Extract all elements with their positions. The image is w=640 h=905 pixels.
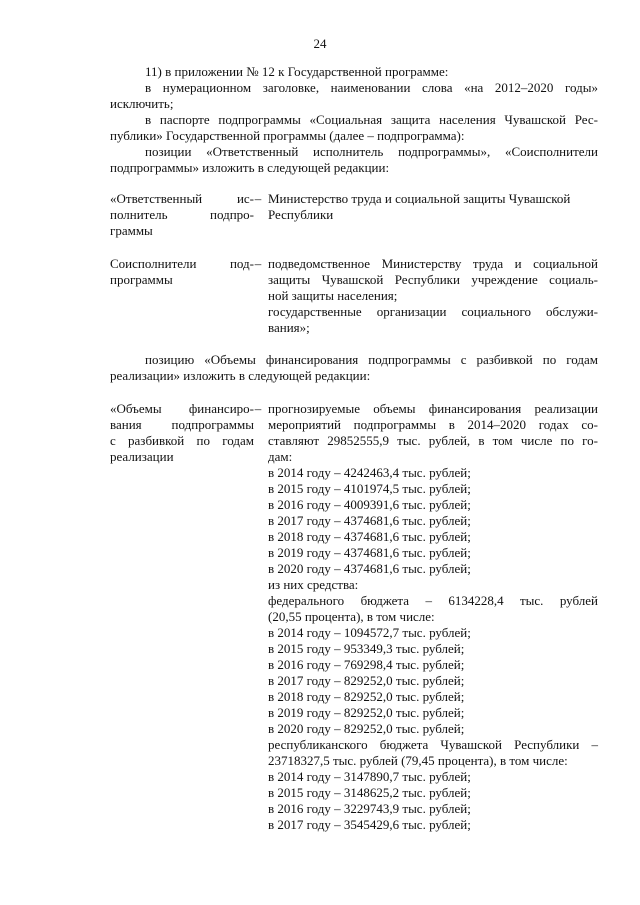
mid-line: реализации» изложить в следующей редакции: <box>110 368 371 383</box>
mid-line: позицию «Объемы финансирования подпрограммы с разбивкой по годам <box>145 352 598 367</box>
intro-line: в паспорте подпрограммы «Социальная защита населения Чувашской Рес- <box>145 112 598 127</box>
row3-value-line: в 2017 году – 829252,0 тыс. рублей; <box>268 673 465 688</box>
row3-value-line: в 2018 году – 829252,0 тыс. рублей; <box>268 689 465 704</box>
row3-value-line: в 2015 году – 4101974,5 тыс. рублей; <box>268 481 471 496</box>
intro-line: подпрограммы» изложить в следующей редакции: <box>110 160 390 175</box>
row3-value-line: дам: <box>268 449 293 464</box>
row3-value-line: в 2014 году – 3147890,7 тыс. рублей; <box>268 769 471 784</box>
row3-label-line: «Объемы финансиро- <box>110 401 254 416</box>
row2-value-line: вания»; <box>268 320 310 335</box>
row2-label-line: Соисполнители под- <box>110 256 254 271</box>
row3-label-line: с разбивкой по годам <box>110 433 254 448</box>
row3-value-line: мероприятий подпрограммы в 2014–2020 годах со- <box>268 417 598 432</box>
row3-value-line: в 2017 году – 4374681,6 тыс. рублей; <box>268 513 471 528</box>
row3-value-line: в 2015 году – 3148625,2 тыс. рублей; <box>268 785 471 800</box>
intro-line: позиции «Ответственный исполнитель подпрограммы», «Соисполнители <box>145 144 598 159</box>
row1-label-line: «Ответственный ис- <box>110 191 254 206</box>
row2-value-line: подведомственное Министерству труда и социальной <box>268 256 598 271</box>
row3-value-line: республиканского бюджета Чувашской Республики – <box>268 737 598 752</box>
row3-label <box>110 401 254 465</box>
row1-value-line: Республики <box>268 207 334 222</box>
row3-value <box>268 401 598 833</box>
row1-dash: – <box>254 191 262 206</box>
page-number: 24 <box>313 36 327 51</box>
row3-value-line: в 2014 году – 1094572,7 тыс. рублей; <box>268 625 471 640</box>
row3-value-line: в 2019 году – 829252,0 тыс. рублей; <box>268 705 465 720</box>
row2-value-line: государственные организации социального обслужи- <box>268 304 598 319</box>
intro-line: исключить; <box>110 96 174 111</box>
row3-value-line: в 2019 году – 4374681,6 тыс. рублей; <box>268 545 471 560</box>
intro-line: в нумерационном заголовке, наименовании слова «на 2012–2020 годы» <box>145 80 598 95</box>
row3-value-line: федерального бюджета – 6134228,4 тыс. рублей <box>268 593 598 608</box>
row2-value-line: ной защиты населения; <box>268 288 398 303</box>
row1-label-line: полнитель подпро- <box>110 207 254 222</box>
row1-label-line: граммы <box>110 223 153 238</box>
row2-label <box>110 256 254 288</box>
row3-value-line: 23718327,5 тыс. рублей (79,45 процента), в том числе: <box>268 753 568 768</box>
row3-value-line: в 2018 году – 4374681,6 тыс. рублей; <box>268 529 471 544</box>
row1-label <box>110 191 254 239</box>
intro-line: 11) в приложении № 12 к Государственной программе: <box>145 64 449 79</box>
row3-value-line: из них средства: <box>268 577 359 592</box>
row3-value-line: в 2016 году – 4009391,6 тыс. рублей; <box>268 497 471 512</box>
row3-value-line: в 2015 году – 953349,3 тыс. рублей; <box>268 641 465 656</box>
row1-value-line: Министерство труда и социальной защиты Чувашской <box>268 191 571 206</box>
row2-dash: – <box>254 256 262 271</box>
row3-value-line: в 2020 году – 829252,0 тыс. рублей; <box>268 721 465 736</box>
row2-value-line: защиты Чувашской Республики учреждение социаль- <box>268 272 598 287</box>
row3-value-line: в 2020 году – 4374681,6 тыс. рублей; <box>268 561 471 576</box>
intro-line: публики» Государственной программы (далее – подпрограмма): <box>110 128 465 143</box>
row3-label-line: вания подпрограммы <box>110 417 254 432</box>
row1-value <box>268 191 598 223</box>
row3-value-line: в 2016 году – 769298,4 тыс. рублей; <box>268 657 465 672</box>
row3-value-line: в 2014 году – 4242463,4 тыс. рублей; <box>268 465 471 480</box>
row3-value-line: прогнозируемые объемы финансирования реализации <box>268 401 598 416</box>
row2-label-line: программы <box>110 272 173 287</box>
row3-dash: – <box>254 401 262 416</box>
row3-value-line: ставляют 29852555,9 тыс. рублей, в том числе по го- <box>268 433 598 448</box>
row3-value-line: (20,55 процента), в том числе: <box>268 609 435 624</box>
row3-value-line: в 2017 году – 3545429,6 тыс. рублей; <box>268 817 471 832</box>
row2-value <box>268 256 598 336</box>
row3-label-line: реализации <box>110 449 174 464</box>
row3-value-line: в 2016 году – 3229743,9 тыс. рублей; <box>268 801 471 816</box>
